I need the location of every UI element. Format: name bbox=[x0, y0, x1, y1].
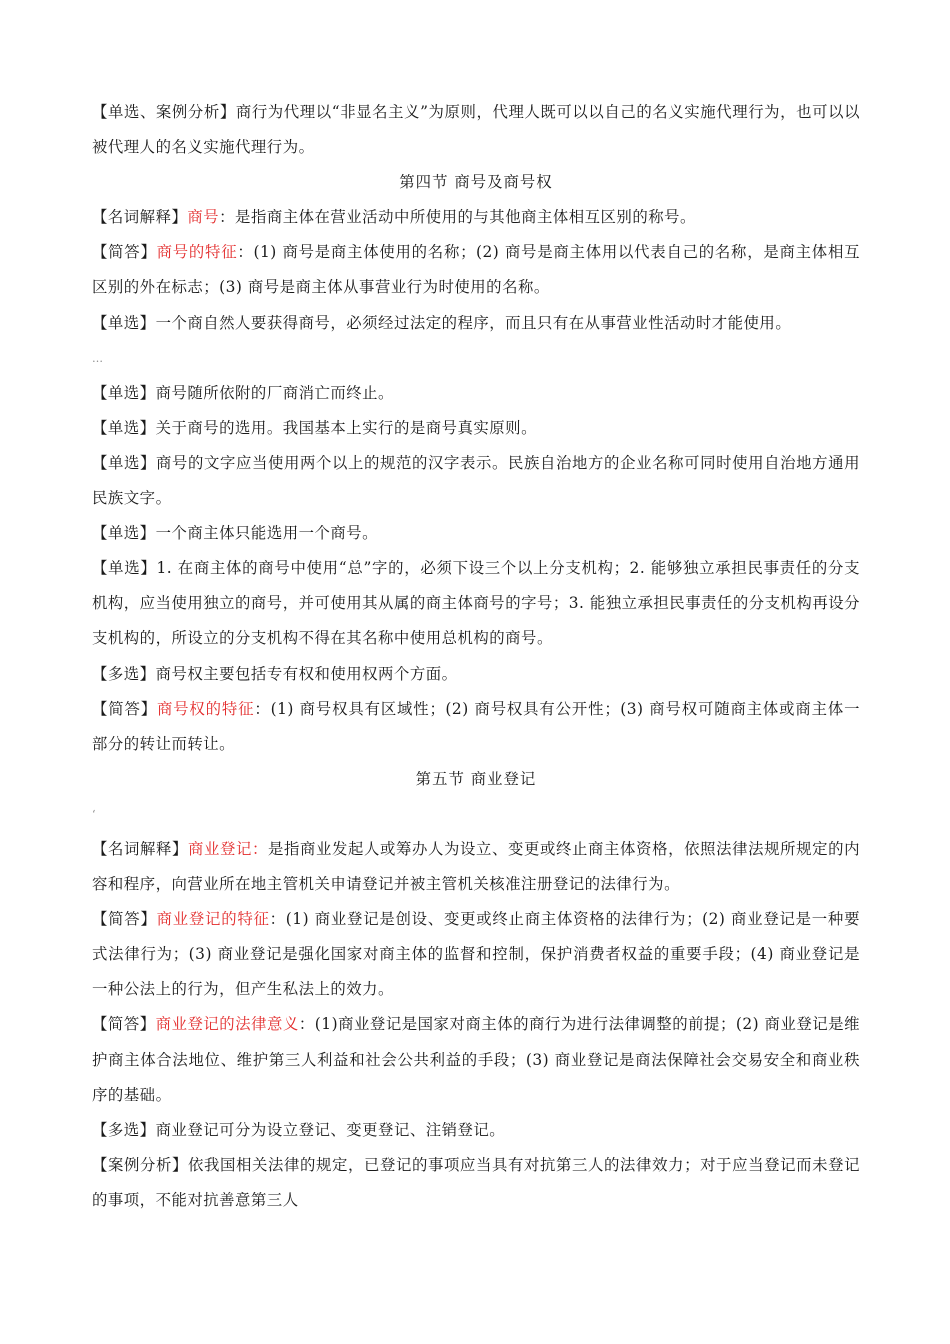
stray-mark: ‘ bbox=[92, 807, 96, 821]
question-type-tag: 【简答】 bbox=[92, 243, 157, 262]
paragraph bbox=[92, 95, 860, 165]
paragraph bbox=[92, 832, 860, 902]
question-type-tag: 【多选】 bbox=[92, 1120, 156, 1139]
key-term: 商业登记的法律意义 bbox=[155, 1015, 299, 1034]
paragraph bbox=[92, 516, 860, 551]
question-type-tag: 【简答】 bbox=[92, 1015, 156, 1034]
stray-mark: … bbox=[92, 351, 103, 365]
paragraph bbox=[92, 1113, 860, 1148]
question-type-tag: 【单选】 bbox=[92, 383, 156, 402]
paragraph bbox=[92, 551, 860, 656]
question-type-tag: 【名词解释】 bbox=[92, 839, 189, 858]
question-type-tag: 【单选】 bbox=[92, 524, 156, 543]
document-page bbox=[92, 95, 860, 1218]
question-type-tag: 【单选】 bbox=[92, 418, 156, 437]
paragraph bbox=[92, 692, 860, 762]
question-type-tag: 【多选】 bbox=[92, 664, 156, 683]
paragraph-text: 一个商主体只能选用一个商号。 bbox=[155, 524, 379, 543]
question-type-tag: 【简答】 bbox=[92, 910, 157, 929]
paragraph-text: 商行为代理以“非显名主义”为原则，代理人既可以以自己的名义实施代理行为，也可以以被代理人的名义实施代理行为。 bbox=[92, 103, 860, 157]
key-term: 商号 bbox=[187, 208, 220, 227]
key-term: 商号权的特征 bbox=[156, 699, 255, 718]
question-type-tag: 【单选】 bbox=[92, 559, 157, 578]
paragraph bbox=[92, 657, 860, 692]
paragraph-text: 商号的文字应当使用两个以上的规范的汉字表示。民族自治地方的企业名称可同时使用自治地方通用民族文字。 bbox=[92, 453, 860, 508]
paragraph-text: ：(1)商业登记是国家对商主体的商行为进行法律调整的前提；(2) 商业登记是维护商主体合法地位、维护第三人利益和社会公共利益的手段；(3) 商业登记是商法保障社会交易安全和商业秩序的基础。 bbox=[92, 1015, 860, 1104]
section-heading: 第四节 商号及商号权 bbox=[399, 173, 553, 192]
question-type-tag: 【单选】 bbox=[92, 313, 156, 332]
paragraph-text: ：(1) 商号是商主体使用的名称；(2) 商号是商主体用以代表自己的名称，是商主体相互区别的外在标志；(3) 商号是商主体从事营业行为时使用的名称。 bbox=[92, 243, 860, 297]
question-type-tag: 【案例分析】 bbox=[92, 1155, 189, 1174]
paragraph bbox=[92, 306, 860, 341]
paragraph-text: 1. 在商主体的商号中使用“总”字的，必须下设三个以上分支机构；2. 能够独立承担民事责任的分支机构，应当使用独立的商号，并可使用其从属的商主体商号的字号；3. 能独立承担民事责任的分支机构再设分支机构的，所设立的分支机构不得在其名称中使用总机构的商号。 bbox=[92, 559, 860, 648]
paragraph-text: 是指商业发起人或筹办人为设立、变更或终止商主体资格，依照法律法规所规定的内容和程序，向营业所在地主管机关申请登记并被主管机关核准注册登记的法律行为。 bbox=[92, 839, 860, 894]
question-type-tag: 【单选】 bbox=[92, 453, 157, 472]
key-term: 商业登记的特征 bbox=[156, 910, 270, 929]
paragraph bbox=[92, 902, 860, 1007]
paragraph bbox=[92, 1007, 860, 1112]
paragraph-text: 关于商号的选用。我国基本上实行的是商号真实原则。 bbox=[155, 418, 537, 437]
section-heading: 第五节 商业登记 bbox=[415, 769, 537, 788]
paragraph bbox=[92, 200, 860, 235]
paragraph-text: ：(1) 商号权具有区域性；(2) 商号权具有公开性；(3) 商号权可随商主体或商主体一部分的转让而转让。 bbox=[92, 699, 860, 753]
question-type-tag: 【简答】 bbox=[92, 699, 157, 718]
paragraph-text: ：是指商主体在营业活动中所使用的与其他商主体相互区别的称号。 bbox=[219, 208, 696, 227]
paragraph-text: 商业登记可分为设立登记、变更登记、注销登记。 bbox=[155, 1120, 506, 1139]
paragraph bbox=[92, 411, 860, 446]
paragraph-text: 商号权主要包括专有权和使用权两个方面。 bbox=[155, 664, 458, 683]
question-type-tag: 【名词解释】 bbox=[92, 208, 188, 227]
question-type-tag: 【单选、案例分析】 bbox=[92, 103, 236, 121]
paragraph bbox=[92, 376, 860, 411]
key-term: 商业登记： bbox=[188, 839, 269, 858]
paragraph bbox=[92, 446, 860, 516]
paragraph-text: 依我国相关法律的规定，已登记的事项应当具有对抗第三人的法律效力；对于应当登记而未登记的事项，不能对抗善意第三人 bbox=[92, 1155, 860, 1209]
paragraph-text: 一个商自然人要获得商号，必须经过法定的程序，而且只有在从事营业性活动时才能使用。 bbox=[155, 313, 792, 332]
paragraph bbox=[92, 1148, 860, 1218]
key-term: 商号的特征 bbox=[156, 243, 238, 262]
paragraph-text: 商号随所依附的厂商消亡而终止。 bbox=[155, 383, 394, 402]
paragraph bbox=[92, 235, 860, 305]
paragraph-text: ：(1) 商业登记是创设、变更或终止商主体资格的法律行为；(2) 商业登记是一种要式法律行为；(3) 商业登记是强化国家对商主体的监督和控制，保护消费者权益的重要手段；(4) 商业登记是一种公法上的行为，但产生私法上的效力。 bbox=[92, 910, 860, 999]
